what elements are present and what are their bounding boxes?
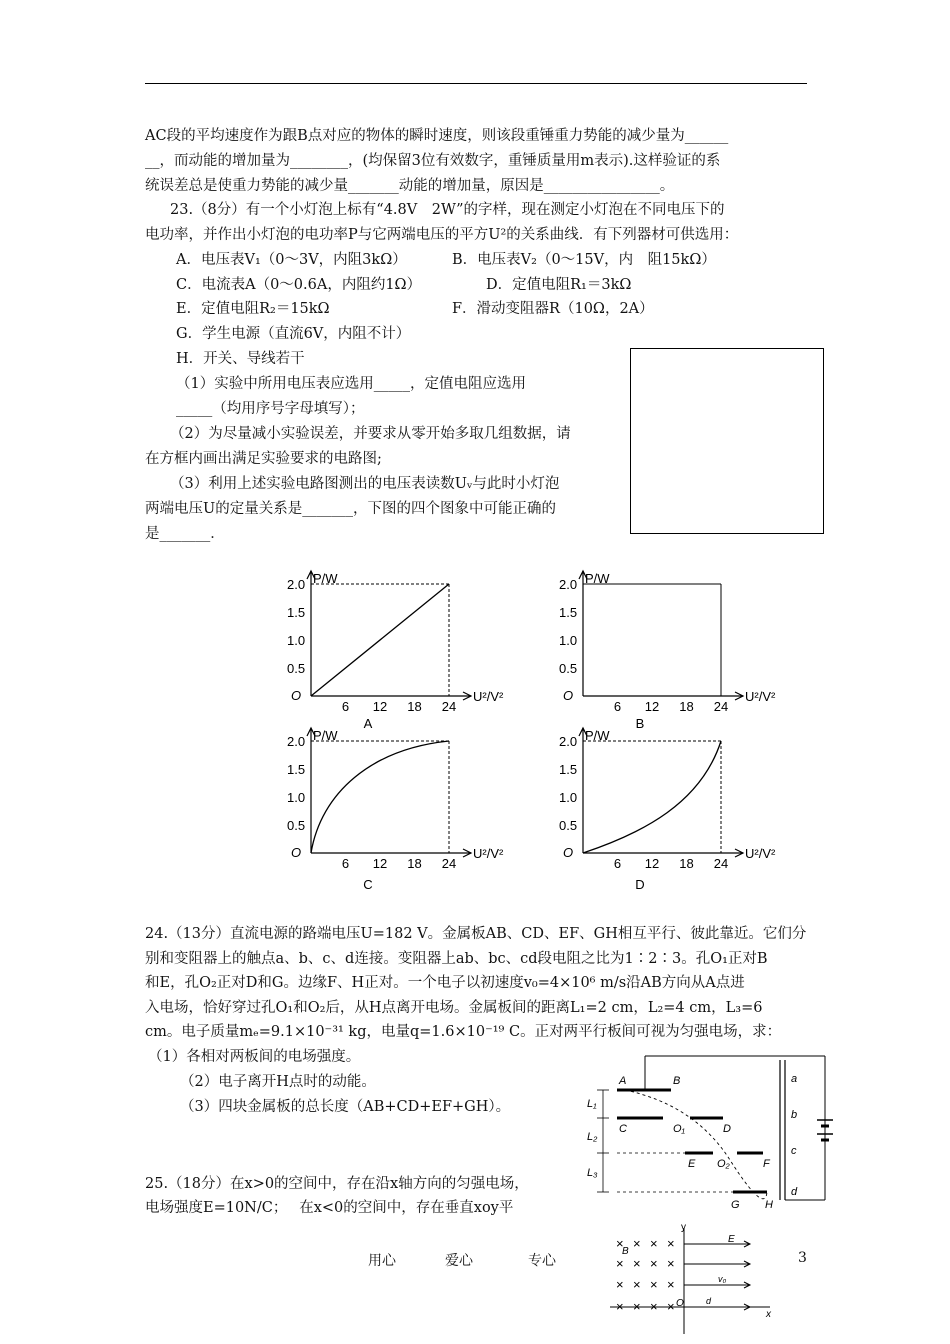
y-tick-label: 1.5 xyxy=(559,762,578,777)
option-h: H．开关、导线若干 xyxy=(176,351,305,367)
q24-part-3: （3）四块金属板的总长度（AB+CD+EF+GH）。 xyxy=(180,1099,511,1115)
plates-figure xyxy=(585,1050,835,1220)
data-curve xyxy=(583,741,721,853)
q24-part-2: （2）电子离开H点时的动能。 xyxy=(180,1074,376,1090)
y-axis-label: P/W xyxy=(585,571,610,586)
y-axis-label: P/W xyxy=(313,728,338,743)
text-line: 在方框内画出满足实验要求的电路图; xyxy=(145,451,382,467)
text-line: 两端电压U的定量关系是_______，下图的四个图象中可能正确的 xyxy=(145,501,556,517)
option-g: G．学生电源（直流6V，内阻不计） xyxy=(176,326,411,342)
b-field-cross: × xyxy=(616,1256,624,1271)
label-l3: L₃ xyxy=(587,1167,598,1179)
x-tick-label: 24 xyxy=(441,856,457,871)
x-tick-label: 6 xyxy=(613,856,622,871)
b-field-cross: × xyxy=(667,1256,675,1271)
b-field-cross: × xyxy=(633,1299,641,1314)
label-d-point: D xyxy=(723,1123,731,1135)
y-tick-label: 1.5 xyxy=(287,762,306,777)
option-f: F．滑动变阻器R（10Ω，2A） xyxy=(452,301,654,317)
panel-label: B xyxy=(635,716,645,731)
x-tick-label: 24 xyxy=(713,699,729,714)
question-23-title: 23.（8分）有一个小灯泡上标有“4.8V 2W”的字样，现在测定小灯泡在不同电压下的 xyxy=(170,202,725,218)
x-tick-label: 12 xyxy=(372,856,388,871)
text-line: __，而动能的增加量为________，(均保留3位有效数字，重锤质量用m表示).这样验证的系 xyxy=(145,153,721,169)
x-tick-label: 6 xyxy=(613,699,622,714)
label-g-point: G xyxy=(731,1199,740,1211)
field-figure xyxy=(610,1222,790,1340)
x-tick-label: 18 xyxy=(407,856,422,871)
label-l1: L₁ xyxy=(587,1098,597,1110)
y-tick-label: 2.0 xyxy=(287,734,306,749)
origin-label: O xyxy=(291,845,302,860)
y-tick-label: 2.0 xyxy=(559,734,578,749)
footer-right: 专心 xyxy=(528,1253,556,1269)
panel-label: A xyxy=(363,716,373,731)
b-field-cross: × xyxy=(650,1299,658,1314)
circuit-answer-box xyxy=(630,348,824,534)
x-tick-label: 24 xyxy=(713,856,729,871)
b-field-cross: × xyxy=(667,1277,675,1292)
b-label: B xyxy=(622,1246,629,1257)
origin-label: O xyxy=(563,845,574,860)
y-tick-label: 2.0 xyxy=(559,577,578,592)
y-tick-label: 1.0 xyxy=(287,633,306,648)
label-e-point: E xyxy=(688,1158,696,1170)
option-e: E．定值电阻R₂＝15kΩ xyxy=(176,301,330,317)
b-field-cross: × xyxy=(633,1256,641,1271)
b-field-cross: × xyxy=(650,1236,658,1251)
label-o2: O₂ xyxy=(717,1158,730,1170)
x-axis-label: U²/V² xyxy=(745,846,776,861)
x-tick-label: 6 xyxy=(341,856,350,871)
d-label: d xyxy=(706,1296,712,1306)
text-line: _____（均用序号字母填写）； xyxy=(176,401,365,417)
y-axis-label: y xyxy=(681,1222,686,1233)
y-tick-label: 0.5 xyxy=(287,661,306,676)
option-b: B．电压表V₂（0～15V，内 阻15kΩ） xyxy=(452,252,716,268)
e-label: E xyxy=(728,1234,735,1245)
graphs-figure xyxy=(270,555,800,900)
page-number: 3 xyxy=(798,1250,807,1266)
subquestion-2: （2）为尽量减小实验误差，并要求从零开始多取几组数据，请 xyxy=(170,426,571,442)
option-d: D．定值电阻R₁＝3kΩ xyxy=(486,277,632,293)
v0-label: v₀ xyxy=(718,1274,727,1284)
x-tick-label: 18 xyxy=(679,856,694,871)
origin-label: O xyxy=(676,1298,684,1309)
question-24-title: 24.（13分）直流电源的路端电压U=182 V。金属板AB、CD、EF、GH相互平行、彼此靠近。它们分 xyxy=(145,926,807,942)
b-field-cross: × xyxy=(616,1299,624,1314)
y-tick-label: 1.0 xyxy=(559,633,578,648)
text-line: AC段的平均速度作为跟B点对应的物体的瞬时速度，则该段重锤重力势能的减少量为______ xyxy=(145,128,729,144)
option-a: A．电压表V₁（0～3V，内阻3kΩ） xyxy=(176,252,407,268)
origin-label: O xyxy=(291,688,302,703)
electron-path xyxy=(625,1090,767,1199)
label-c-point: C xyxy=(619,1123,627,1135)
label-a-point: A xyxy=(619,1075,627,1087)
text-line: 电场强度E=10N/C； 在x<0的空间中，存在垂直xoy平 xyxy=(145,1200,514,1216)
text-line: 电功率，并作出小灯泡的电功率P与它两端电压的平方U²的关系曲线．有下列器材可供选用： xyxy=(145,227,739,243)
text-line: 和E，孔O₂正对D和G。边缘F、H正对。一个电子以初速度v₀=4×10⁶ m/s沿AB方向从A点进 xyxy=(145,975,745,991)
y-tick-label: 0.5 xyxy=(559,661,578,676)
x-tick-label: 12 xyxy=(372,699,388,714)
origin-label: O xyxy=(563,688,574,703)
y-tick-label: 1.0 xyxy=(287,790,306,805)
x-tick-label: 6 xyxy=(341,699,350,714)
b-field-cross: × xyxy=(616,1277,624,1292)
y-tick-label: 1.0 xyxy=(559,790,578,805)
footer-left: 用心 xyxy=(368,1253,396,1269)
data-curve xyxy=(311,741,449,853)
x-tick-label: 24 xyxy=(441,699,457,714)
b-field-cross: × xyxy=(650,1256,658,1271)
x-tick-label: 12 xyxy=(644,856,660,871)
label-tap-d: d xyxy=(791,1186,798,1198)
y-tick-label: 2.0 xyxy=(287,577,306,592)
y-tick-label: 1.5 xyxy=(287,605,306,620)
label-o1: O₁ xyxy=(673,1123,686,1135)
option-c: C．电流表A（0～0.6A，内阻约1Ω） xyxy=(176,277,422,293)
b-field-cross: × xyxy=(633,1277,641,1292)
subquestion-3: （3）利用上述实验电路图测出的电压表读数Uᵥ与此时小灯泡 xyxy=(170,476,560,492)
q24-part-1: （1）各相对两板间的电场强度。 xyxy=(148,1049,361,1065)
b-field-cross: × xyxy=(633,1236,641,1251)
x-axis-label: U²/V² xyxy=(473,846,504,861)
b-field-cross: × xyxy=(616,1236,624,1251)
x-axis-label: U²/V² xyxy=(745,689,776,704)
label-f-point: F xyxy=(763,1158,770,1170)
text-line: 是_______． xyxy=(145,526,225,542)
x-tick-label: 18 xyxy=(407,699,422,714)
x-axis-label: x xyxy=(766,1309,771,1320)
y-axis-label: P/W xyxy=(313,571,338,586)
text-line: 统误差总是使重力势能的减少量_______动能的增加量，原因是________________。 xyxy=(145,178,675,194)
x-axis-label: U²/V² xyxy=(473,689,504,704)
panel-label: D xyxy=(635,877,645,892)
label-b-point: B xyxy=(673,1075,681,1087)
label-tap-b: b xyxy=(791,1109,798,1121)
y-tick-label: 0.5 xyxy=(559,818,578,833)
text-line: cm。电子质量mₑ=9.1×10⁻³¹ kg，电量q=1.6×10⁻¹⁹ C。正对两平行板间可视为匀强电场，求： xyxy=(145,1024,782,1040)
text-line: 别和变阻器上的触点a、b、c、d连接。变阻器上ab、bc、cd段电阻之比为1∶2∶3。孔O₁正对B xyxy=(145,951,768,967)
label-l2: L₂ xyxy=(587,1131,598,1143)
question-25-title: 25.（18分）在x>0的空间中，存在沿x轴方向的匀强电场， xyxy=(145,1176,529,1192)
y-tick-label: 0.5 xyxy=(287,818,306,833)
label-tap-c: c xyxy=(791,1145,797,1157)
b-field-cross: × xyxy=(667,1236,675,1251)
subquestion-1: （1）实验中所用电压表应选用_____，定值电阻应选用 xyxy=(176,376,526,392)
label-h-point: H xyxy=(765,1199,773,1211)
y-axis-label: P/W xyxy=(585,728,610,743)
text-line: 入电场，恰好穿过孔O₁和O₂后，从H点离开电场。金属板间的距离L₁=2 cm，L₂=4 cm，L₃=6 xyxy=(145,1000,763,1016)
panel-label: C xyxy=(363,877,373,892)
footer-mid: 爱心 xyxy=(445,1253,473,1269)
y-tick-label: 1.5 xyxy=(559,605,578,620)
label-tap-a: a xyxy=(791,1073,798,1085)
b-field-cross: × xyxy=(650,1277,658,1292)
header-rule xyxy=(145,83,807,84)
x-tick-label: 18 xyxy=(679,699,694,714)
b-field-cross: × xyxy=(667,1299,675,1314)
data-curve xyxy=(311,584,449,696)
x-tick-label: 12 xyxy=(644,699,660,714)
